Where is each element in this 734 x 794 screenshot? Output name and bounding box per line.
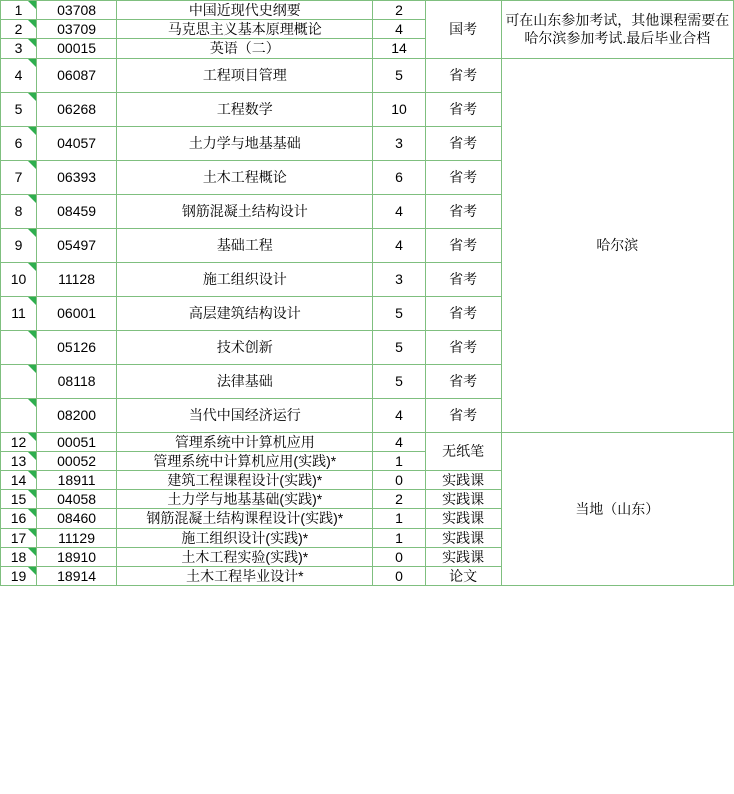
course-code: 11128 xyxy=(37,262,117,296)
course-credit: 4 xyxy=(373,194,425,228)
row-index: 10 xyxy=(1,262,37,296)
course-name: 钢筋混凝土结构课程设计(实践)* xyxy=(117,509,373,528)
row-index: 7 xyxy=(1,160,37,194)
exam-type: 省考 xyxy=(425,126,501,160)
row-index: 16 xyxy=(1,509,37,528)
course-code: 08460 xyxy=(37,509,117,528)
table-row xyxy=(1,432,734,451)
course-credit: 4 xyxy=(373,432,425,451)
course-credit: 6 xyxy=(373,160,425,194)
exam-type: 省考 xyxy=(425,262,501,296)
course-name: 工程数学 xyxy=(117,92,373,126)
course-credit: 5 xyxy=(373,58,425,92)
course-code: 06393 xyxy=(37,160,117,194)
course-credit: 1 xyxy=(373,451,425,470)
row-index: 5 xyxy=(1,92,37,126)
course-credit: 2 xyxy=(373,490,425,509)
course-name: 技术创新 xyxy=(117,330,373,364)
course-code: 03709 xyxy=(37,20,117,39)
exam-type: 实践课 xyxy=(425,490,501,509)
course-code: 18910 xyxy=(37,547,117,566)
course-credit: 4 xyxy=(373,398,425,432)
row-index xyxy=(1,398,37,432)
row-index: 18 xyxy=(1,547,37,566)
course-credit: 4 xyxy=(373,228,425,262)
course-code: 18911 xyxy=(37,470,117,489)
row-index: 6 xyxy=(1,126,37,160)
exam-type: 省考 xyxy=(425,398,501,432)
course-name: 土力学与地基基础 xyxy=(117,126,373,160)
exam-type: 实践课 xyxy=(425,528,501,547)
course-name: 管理系统中计算机应用(实践)* xyxy=(117,451,373,470)
course-name: 管理系统中计算机应用 xyxy=(117,432,373,451)
course-code: 05126 xyxy=(37,330,117,364)
exam-place-local: 当地（山东） xyxy=(501,432,733,586)
exam-type: 实践课 xyxy=(425,547,501,566)
exam-type: 省考 xyxy=(425,364,501,398)
exam-type: 实践课 xyxy=(425,509,501,528)
exam-type-guokao: 国考 xyxy=(425,1,501,59)
exam-type: 省考 xyxy=(425,194,501,228)
course-credit: 10 xyxy=(373,92,425,126)
row-index: 9 xyxy=(1,228,37,262)
course-code: 11129 xyxy=(37,528,117,547)
exam-type: 省考 xyxy=(425,330,501,364)
exam-type: 论文 xyxy=(425,566,501,585)
course-name: 土木工程实验(实践)* xyxy=(117,547,373,566)
exam-type-wuzhibi: 无纸笔 xyxy=(425,432,501,470)
row-index: 1 xyxy=(1,1,37,20)
exam-place-harbin: 哈尔滨 xyxy=(501,58,733,432)
course-credit: 1 xyxy=(373,509,425,528)
course-credit: 4 xyxy=(373,20,425,39)
exam-type: 省考 xyxy=(425,92,501,126)
row-index: 13 xyxy=(1,451,37,470)
course-name: 土木工程概论 xyxy=(117,160,373,194)
course-credit: 14 xyxy=(373,39,425,58)
table-body xyxy=(1,1,734,586)
row-index: 11 xyxy=(1,296,37,330)
row-index: 19 xyxy=(1,566,37,585)
course-code: 04057 xyxy=(37,126,117,160)
course-code: 05497 xyxy=(37,228,117,262)
course-name: 土木工程毕业设计* xyxy=(117,566,373,585)
course-code: 00015 xyxy=(37,39,117,58)
exam-note: 可在山东参加考试，其他课程需要在哈尔滨参加考试.最后毕业合档 xyxy=(501,1,733,59)
course-code: 00051 xyxy=(37,432,117,451)
course-credit: 0 xyxy=(373,547,425,566)
course-name: 施工组织设计 xyxy=(117,262,373,296)
course-name: 建筑工程课程设计(实践)* xyxy=(117,470,373,489)
course-credit: 2 xyxy=(373,1,425,20)
row-index xyxy=(1,330,37,364)
row-index: 17 xyxy=(1,528,37,547)
course-credit: 3 xyxy=(373,126,425,160)
course-code: 08459 xyxy=(37,194,117,228)
course-name: 马克思主义基本原理概论 xyxy=(117,20,373,39)
course-code: 06087 xyxy=(37,58,117,92)
exam-type: 省考 xyxy=(425,58,501,92)
course-code: 06001 xyxy=(37,296,117,330)
row-index: 8 xyxy=(1,194,37,228)
row-index: 14 xyxy=(1,470,37,489)
exam-type: 实践课 xyxy=(425,470,501,489)
row-index: 2 xyxy=(1,20,37,39)
course-credit: 1 xyxy=(373,528,425,547)
course-name: 施工组织设计(实践)* xyxy=(117,528,373,547)
course-name: 法律基础 xyxy=(117,364,373,398)
course-name: 土力学与地基基础(实践)* xyxy=(117,490,373,509)
row-index: 3 xyxy=(1,39,37,58)
exam-type: 省考 xyxy=(425,160,501,194)
course-credit: 0 xyxy=(373,470,425,489)
course-name: 当代中国经济运行 xyxy=(117,398,373,432)
course-code: 00052 xyxy=(37,451,117,470)
course-name: 基础工程 xyxy=(117,228,373,262)
row-index: 4 xyxy=(1,58,37,92)
course-name: 中国近现代史纲要 xyxy=(117,1,373,20)
course-name: 英语（二） xyxy=(117,39,373,58)
course-credit: 0 xyxy=(373,566,425,585)
table-row xyxy=(1,1,734,20)
row-index: 15 xyxy=(1,490,37,509)
row-index xyxy=(1,364,37,398)
course-code: 08200 xyxy=(37,398,117,432)
row-index: 12 xyxy=(1,432,37,451)
exam-type: 省考 xyxy=(425,228,501,262)
course-code: 03708 xyxy=(37,1,117,20)
course-credit: 5 xyxy=(373,296,425,330)
course-credit: 3 xyxy=(373,262,425,296)
course-code: 18914 xyxy=(37,566,117,585)
table-row xyxy=(1,58,734,92)
course-credit: 5 xyxy=(373,330,425,364)
course-name: 工程项目管理 xyxy=(117,58,373,92)
course-credit: 5 xyxy=(373,364,425,398)
exam-type: 省考 xyxy=(425,296,501,330)
course-code: 04058 xyxy=(37,490,117,509)
course-name: 高层建筑结构设计 xyxy=(117,296,373,330)
course-code: 08118 xyxy=(37,364,117,398)
course-code: 06268 xyxy=(37,92,117,126)
course-name: 钢筋混凝土结构设计 xyxy=(117,194,373,228)
